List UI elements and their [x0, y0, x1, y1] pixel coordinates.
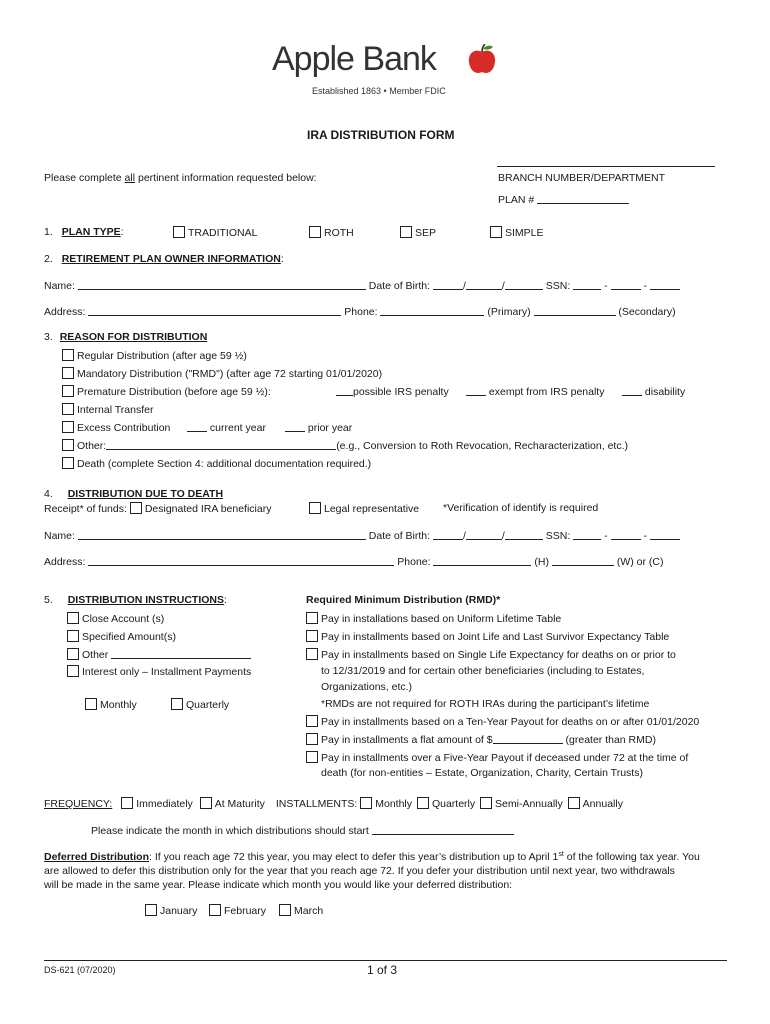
deferred-text-1a: : If you reach age 72 this year, you may elect to defer this year’s distribution up to April 1 — [149, 851, 559, 863]
quarterly-label: Quarterly — [431, 798, 476, 810]
checkbox[interactable] — [145, 904, 157, 916]
plan-type-traditional[interactable] — [173, 226, 257, 239]
section-2-title: RETIREMENT PLAN OWNER INFORMATION — [61, 253, 281, 265]
checkbox[interactable] — [67, 612, 79, 624]
checkbox[interactable] — [306, 612, 318, 624]
beneficiary-name-row — [44, 529, 680, 542]
beneficiary-name-field[interactable] — [78, 529, 366, 540]
apple-icon — [467, 44, 497, 76]
option-label: Interest only – Installment Payments — [82, 666, 252, 678]
page-number: 1 of 3 — [367, 963, 398, 977]
section-4-number: 4. — [44, 488, 53, 500]
option-label: Specified Amount(s) — [82, 631, 176, 643]
reason-mandatory[interactable] — [62, 367, 382, 380]
checkbox-monthly[interactable] — [360, 797, 372, 809]
other-example: (e.g., Conversion to Roth Revocation, Recharacterization, etc.) — [336, 440, 628, 452]
option-label: TRADITIONAL — [188, 227, 258, 239]
immediately-label: Immediately — [136, 798, 193, 810]
checkbox[interactable] — [62, 403, 74, 415]
checkbox[interactable] — [306, 715, 318, 727]
section-2 — [44, 253, 284, 265]
option-label: exempt from IRS penalty — [488, 386, 605, 398]
plan-number — [498, 193, 629, 206]
intro-text — [44, 172, 317, 184]
checkbox-quarterly[interactable] — [417, 797, 429, 809]
form-code: DS-621 (07/2020) — [44, 965, 116, 975]
beneficiary-address-row — [44, 555, 663, 568]
premature-possible-penalty[interactable] — [336, 385, 449, 398]
checkbox[interactable] — [209, 904, 221, 916]
frequency-label: FREQUENCY: — [44, 798, 113, 810]
branch-label: BRANCH NUMBER/DEPARTMENT — [498, 172, 666, 184]
checkbox[interactable] — [67, 630, 79, 642]
option-label: Close Account (s) — [82, 613, 165, 625]
option-label: Quarterly — [186, 699, 230, 711]
installments-label: INSTALLMENTS: — [275, 798, 358, 810]
checkbox[interactable] — [173, 226, 185, 238]
semi-label: Semi-Annually — [495, 798, 563, 810]
home-label: (H) — [534, 556, 549, 568]
section-4-title: DISTRIBUTION DUE TO DEATH — [67, 488, 224, 500]
section-2-number: 2. — [44, 253, 53, 265]
dob-day-field[interactable] — [466, 529, 502, 540]
option-label: SIMPLE — [505, 227, 544, 239]
other-instr-field[interactable] — [111, 648, 251, 659]
maturity-label: At Maturity — [214, 798, 265, 810]
dob-label: Date of Birth: — [368, 530, 431, 542]
beneficiary-address-field[interactable] — [88, 555, 394, 566]
checkbox[interactable] — [62, 421, 74, 433]
option-label: Pay in installments over a Five-Year Payout if deceased under 72 at the time of — [321, 752, 689, 764]
plan-type-simple[interactable] — [490, 226, 544, 239]
option-label: Pay in installments based on a Ten-Year Payout for deaths on or after 01/01/2020 — [321, 716, 700, 728]
option-label: Regular Distribution (after age 59 ½) — [77, 350, 247, 362]
receipt-label: Receipt* of funds: — [44, 503, 127, 515]
option-label: Monthly — [100, 699, 137, 711]
plan-type-roth[interactable] — [309, 226, 354, 239]
ssn-part2-field[interactable] — [611, 529, 641, 540]
section-3-number: 3. — [44, 331, 53, 343]
plan-type-sep[interactable] — [400, 226, 436, 239]
flat-amount-field[interactable] — [493, 733, 563, 744]
checkbox[interactable] — [67, 665, 79, 677]
deferred-text-1b: of the following tax year. You — [563, 851, 700, 863]
frequency-row — [44, 797, 623, 810]
branch-line[interactable] — [497, 166, 715, 167]
deferred-line2: are allowed to defer this distribution only for the year that you reach age 72. If you defer your distribution until next year, two withdrawals — [44, 865, 675, 877]
reason-premature[interactable] — [62, 385, 271, 398]
deferred-march[interactable] — [279, 904, 323, 917]
checkbox-designated[interactable] — [130, 502, 142, 514]
verification-note: *Verification of identify is required — [443, 502, 599, 514]
rmd-single[interactable] — [306, 648, 676, 661]
checkbox[interactable] — [490, 226, 502, 238]
dob-day-field[interactable] — [466, 279, 502, 290]
dob-month-field[interactable] — [433, 279, 463, 290]
section-1-colon: : — [120, 226, 124, 238]
secondary-label: (Secondary) — [618, 306, 676, 318]
checkbox-immediately[interactable] — [121, 797, 133, 809]
start-month-prompt: Please indicate the month in which distributions should start — [91, 825, 369, 837]
blank[interactable] — [622, 385, 642, 396]
primary-phone-field[interactable] — [380, 305, 484, 316]
excess-prior-year[interactable] — [285, 421, 352, 434]
reason-excess[interactable] — [62, 421, 170, 434]
rmd-roth-note: *RMDs are not required for ROTH IRAs during the participant’s lifetime — [321, 698, 650, 710]
option-label: prior year — [307, 422, 353, 434]
bank-logo — [272, 40, 502, 102]
checkbox[interactable] — [62, 385, 74, 397]
dash: - — [643, 280, 647, 292]
rmd-single-line2: to 12/31/2019 and for certain other beneficiaries (including to Estates, — [321, 665, 645, 677]
footer-rule — [44, 960, 727, 961]
slash: / — [501, 280, 505, 292]
option-label: Other: — [77, 440, 107, 452]
option-label: Mandatory Distribution ("RMD") (after age 72 starting 01/01/2020) — [77, 368, 383, 380]
instr-close-account[interactable] — [67, 612, 164, 625]
owner-address-field[interactable] — [88, 305, 341, 316]
checkbox[interactable] — [309, 502, 321, 514]
interest-quarterly[interactable] — [171, 698, 229, 711]
section-4 — [44, 488, 223, 500]
deferred-line1 — [44, 851, 700, 863]
other-reason-field[interactable] — [106, 439, 336, 450]
slash: / — [462, 280, 466, 292]
flat-after-label: (greater than RMD) — [565, 734, 656, 746]
checkbox[interactable] — [400, 226, 412, 238]
monthly-label: Monthly — [375, 798, 413, 810]
reason-internal-transfer[interactable] — [62, 403, 153, 416]
plan-number-field[interactable] — [537, 193, 629, 204]
section-3-title: REASON FOR DISTRIBUTION — [59, 331, 208, 343]
dash: - — [643, 530, 647, 542]
owner-name-field[interactable] — [78, 279, 366, 290]
option-label: Death (complete Section 4: additional documentation required.) — [77, 458, 372, 470]
deferred-label: Deferred Distribution — [44, 851, 150, 863]
option-label: Other — [82, 649, 109, 661]
designated-label: Designated IRA beneficiary — [144, 503, 272, 515]
work-phone-field[interactable] — [552, 555, 614, 566]
rmd-flat-amount[interactable] — [306, 733, 656, 746]
dash: - — [604, 530, 608, 542]
rmd-ten-year[interactable] — [306, 715, 699, 728]
option-label: Pay in installments based on Single Life Expectancy for deaths on or prior to — [321, 649, 676, 661]
intro-all: all — [124, 172, 136, 184]
deferred-line3: will be made in the same year. Please indicate which month you would like your deferred distribution: — [44, 879, 513, 891]
option-label: Pay in installments a flat amount of $ — [321, 734, 493, 746]
legal-representative[interactable] — [309, 502, 419, 515]
excess-current-year[interactable] — [187, 421, 266, 434]
phone-label: Phone: — [344, 306, 378, 318]
checkbox[interactable] — [62, 457, 74, 469]
dob-label: Date of Birth: — [368, 280, 431, 292]
start-month-row — [91, 824, 514, 837]
slash: / — [501, 530, 505, 542]
checkbox[interactable] — [306, 648, 318, 660]
dash: - — [604, 280, 608, 292]
checkbox[interactable] — [306, 630, 318, 642]
address-label: Address: — [44, 556, 86, 568]
ssn-part2-field[interactable] — [611, 279, 641, 290]
option-label: Pay in installations based on Uniform Lifetime Table — [321, 613, 562, 625]
checkbox[interactable] — [67, 648, 79, 660]
bank-name: Apple Bank — [272, 40, 436, 78]
home-phone-field[interactable] — [433, 555, 531, 566]
primary-label: (Primary) — [487, 306, 531, 318]
intro-after: pertinent information requested below: — [135, 172, 317, 184]
option-label: ROTH — [324, 227, 354, 239]
ssn-part1-field[interactable] — [573, 279, 601, 290]
checkbox[interactable] — [309, 226, 321, 238]
dob-month-field[interactable] — [433, 529, 463, 540]
option-label: January — [160, 905, 198, 917]
owner-address-row — [44, 305, 676, 318]
option-label: February — [224, 905, 267, 917]
section-5-title: DISTRIBUTION INSTRUCTIONS — [67, 594, 225, 606]
name-label: Name: — [44, 280, 75, 292]
ssn-part3-field[interactable] — [650, 529, 680, 540]
checkbox[interactable] — [306, 733, 318, 745]
section-1-number: 1. — [44, 226, 53, 238]
phone-label: Phone: — [397, 556, 431, 568]
reason-death[interactable] — [62, 457, 371, 470]
receipt-row — [44, 502, 271, 515]
section-5-colon: : — [224, 594, 227, 606]
instr-interest-only[interactable] — [67, 665, 251, 678]
bank-tagline: Established 1863 • Member FDIC — [312, 86, 446, 96]
checkbox[interactable] — [171, 698, 183, 710]
rmd-uniform[interactable] — [306, 612, 561, 625]
option-label: Pay in installments based on Joint Life and Last Survivor Expectancy Table — [321, 631, 670, 643]
ssn-label: SSN: — [545, 530, 571, 542]
start-month-field[interactable] — [372, 824, 514, 835]
rmd-five-year-line2: death (for non-entities – Estate, Organization, Charity, Certain Trusts) — [321, 767, 643, 779]
checkbox-annually[interactable] — [568, 797, 580, 809]
option-label: March — [294, 905, 324, 917]
instr-specified-amount[interactable] — [67, 630, 176, 643]
annually-label: Annually — [582, 798, 623, 810]
option-label: Premature Distribution (before age 59 ½): — [77, 386, 271, 398]
plan-label: PLAN # — [498, 194, 535, 206]
dob-year-field[interactable] — [505, 529, 543, 540]
checkbox[interactable] — [85, 698, 97, 710]
option-label: possible IRS penalty — [353, 386, 449, 398]
checkbox[interactable] — [62, 439, 74, 451]
option-label: disability — [644, 386, 686, 398]
rmd-five-year[interactable] — [306, 751, 688, 764]
reason-regular[interactable] — [62, 349, 247, 362]
checkbox-at-maturity[interactable] — [200, 797, 212, 809]
premature-exempt[interactable] — [466, 385, 604, 398]
intro-before: Please complete — [44, 172, 125, 184]
address-label: Address: — [44, 306, 86, 318]
option-label: SEP — [415, 227, 437, 239]
section-1-title: PLAN TYPE — [61, 226, 121, 238]
rmd-joint[interactable] — [306, 630, 669, 643]
checkbox[interactable] — [62, 367, 74, 379]
instr-other[interactable] — [67, 648, 251, 661]
blank[interactable] — [336, 385, 353, 396]
blank[interactable] — [187, 421, 207, 432]
option-label: Legal representative — [324, 503, 420, 515]
blank[interactable] — [285, 421, 305, 432]
dob-year-field[interactable] — [505, 279, 543, 290]
secondary-phone-field[interactable] — [534, 305, 616, 316]
deferred-january[interactable] — [145, 904, 197, 917]
interest-monthly[interactable] — [85, 698, 137, 711]
work-label: (W) or (C) — [616, 556, 664, 568]
name-label: Name: — [44, 530, 75, 542]
deferred-st: st — [558, 851, 564, 858]
checkbox[interactable] — [279, 904, 291, 916]
checkbox[interactable] — [62, 349, 74, 361]
section-2-colon: : — [280, 253, 284, 265]
reason-other[interactable] — [62, 439, 628, 452]
blank[interactable] — [466, 385, 486, 396]
option-label: Excess Contribution — [77, 422, 171, 434]
section-1 — [44, 226, 124, 238]
option-label: Internal Transfer — [77, 404, 154, 416]
deferred-february[interactable] — [209, 904, 266, 917]
owner-name-row — [44, 279, 680, 292]
section-3 — [44, 331, 207, 343]
option-label: current year — [209, 422, 266, 434]
ssn-label: SSN: — [545, 280, 571, 292]
section-5 — [44, 594, 227, 606]
checkbox[interactable] — [306, 751, 318, 763]
rmd-title: Required Minimum Distribution (RMD)* — [306, 594, 501, 606]
form-title: IRA DISTRIBUTION FORM — [307, 128, 455, 142]
ssn-part1-field[interactable] — [573, 529, 601, 540]
rmd-single-line3: Organizations, etc.) — [321, 681, 413, 693]
premature-disability[interactable] — [622, 385, 685, 398]
slash: / — [462, 530, 466, 542]
checkbox-semi-annually[interactable] — [480, 797, 492, 809]
ssn-part3-field[interactable] — [650, 279, 680, 290]
section-5-number: 5. — [44, 594, 53, 606]
